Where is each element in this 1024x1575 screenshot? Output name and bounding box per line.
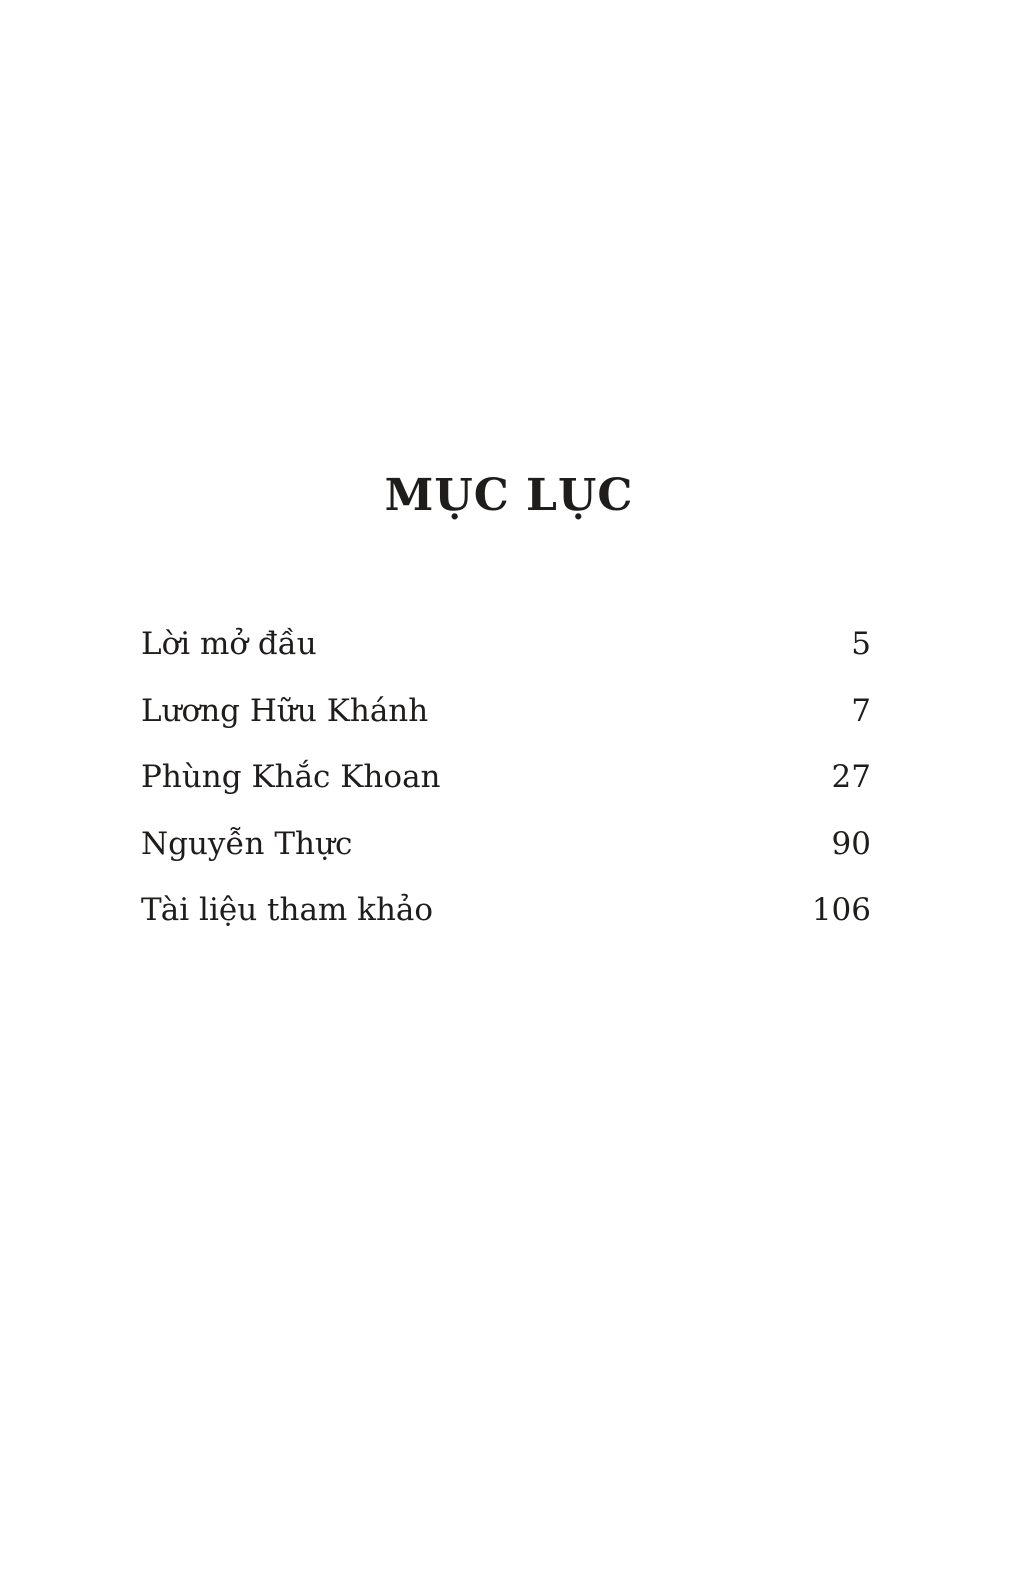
toc-entry-label: Tài liệu tham khảo bbox=[141, 892, 434, 928]
toc-entry-label: Phùng Khắc Khoan bbox=[141, 759, 441, 795]
toc-entry-label: Nguyễn Thực bbox=[141, 825, 353, 862]
toc-entry-page-number: 90 bbox=[831, 825, 871, 862]
toc-entry-label: Lời mở đầu bbox=[141, 626, 317, 662]
toc-entry-luong-huu-khanh bbox=[141, 685, 871, 752]
toc-entry-nguyen-thuc bbox=[141, 818, 871, 885]
toc-entry-page-number: 106 bbox=[811, 892, 871, 928]
toc-entry-loi-mo-dau bbox=[141, 618, 871, 685]
toc-entry-label: Lương Hữu Khánh bbox=[141, 692, 429, 729]
toc-entry-page-number: 5 bbox=[851, 626, 871, 662]
toc-entry-page-number: 7 bbox=[851, 692, 871, 729]
page-title: MỤC LỤC bbox=[384, 470, 634, 521]
table-of-contents bbox=[141, 618, 871, 951]
toc-entry-tai-lieu-tham-khao bbox=[141, 884, 871, 951]
toc-entry-phung-khac-khoan bbox=[141, 751, 871, 818]
toc-entry-page-number: 27 bbox=[831, 759, 871, 795]
